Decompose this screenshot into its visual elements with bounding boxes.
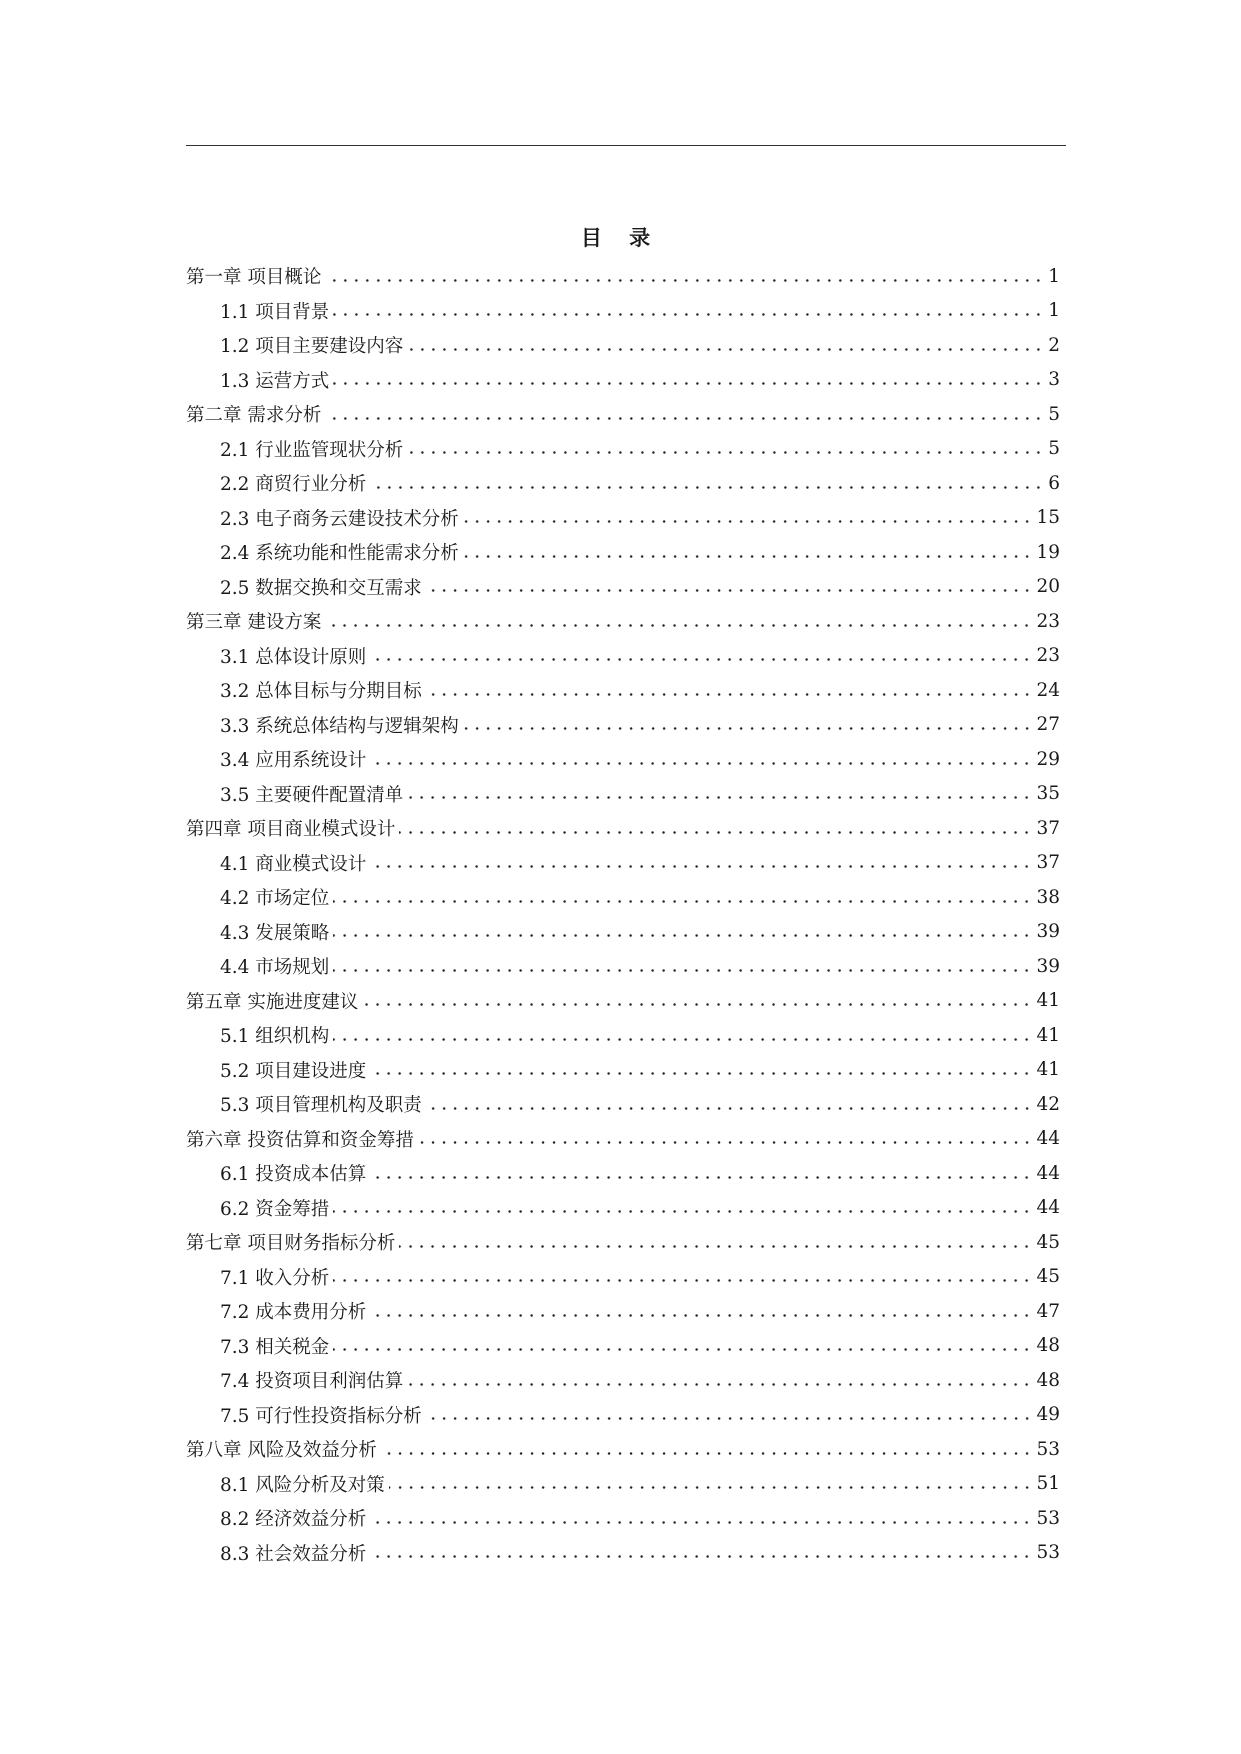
dot-leader xyxy=(418,1141,1033,1144)
toc-entry-label: 7.3 相关税金 xyxy=(220,1336,330,1358)
toc-page-number: 53 xyxy=(1036,1542,1060,1564)
toc-entry-label: 第五章 实施进度建议 xyxy=(186,991,359,1013)
toc-entry-label: 1.1 项目背景 xyxy=(220,301,330,323)
toc-page-number: 37 xyxy=(1036,852,1060,874)
toc-entry-label: 3.2 总体目标与分期目标 xyxy=(220,681,422,703)
toc-page-number: 24 xyxy=(1036,679,1060,701)
dot-leader xyxy=(370,1314,1032,1317)
dot-leader xyxy=(333,1279,1032,1282)
toc-entry-label: 6.2 资金筹措 xyxy=(220,1198,330,1220)
dot-leader xyxy=(333,313,1044,316)
toc-section-entry[interactable] xyxy=(186,328,1060,363)
dot-leader xyxy=(407,796,1032,799)
toc-chapter-entry[interactable] xyxy=(186,811,1060,846)
toc-section-entry[interactable] xyxy=(186,1329,1060,1364)
toc-entry-label: 7.1 收入分析 xyxy=(220,1267,330,1289)
toc-entry-label: 第二章 需求分析 xyxy=(186,405,322,427)
toc-page-number: 5 xyxy=(1048,438,1060,460)
toc-entry-label: 8.3 社会效益分析 xyxy=(220,1543,367,1565)
page-title: 目 录 xyxy=(580,226,661,250)
toc-page-number: 37 xyxy=(1036,817,1060,839)
toc-page-number: 19 xyxy=(1036,541,1060,563)
toc-entry-label: 5.1 组织机构 xyxy=(220,1026,330,1048)
toc-entry-label: 2.5 数据交换和交互需求 xyxy=(220,577,422,599)
toc-entry-label: 2.2 商贸行业分析 xyxy=(220,474,367,496)
toc-entry-label: 3.3 系统总体结构与逻辑架构 xyxy=(220,715,459,737)
toc-page-number: 35 xyxy=(1036,783,1060,805)
toc-entry-label: 第一章 项目概论 xyxy=(186,267,322,289)
dot-leader xyxy=(426,589,1033,592)
dot-leader xyxy=(370,865,1032,868)
dot-leader xyxy=(407,348,1044,351)
toc-page-number: 48 xyxy=(1036,1369,1060,1391)
toc-page-number: 39 xyxy=(1036,955,1060,977)
toc-page-number: 27 xyxy=(1036,714,1060,736)
toc-entry-label: 2.3 电子商务云建设技术分析 xyxy=(220,508,459,530)
dot-leader xyxy=(381,1452,1033,1455)
toc-page-number: 38 xyxy=(1036,886,1060,908)
dot-leader xyxy=(370,486,1044,489)
toc-page-number: 45 xyxy=(1036,1266,1060,1288)
toc-entry-label: 第三章 建设方案 xyxy=(186,612,322,634)
toc-page-number: 29 xyxy=(1036,748,1060,770)
toc-section-entry[interactable] xyxy=(186,1087,1060,1122)
toc-entry-label: 8.2 经济效益分析 xyxy=(220,1509,367,1531)
dot-leader xyxy=(333,969,1032,972)
dot-leader xyxy=(362,1003,1032,1006)
toc-entry-label: 1.2 项目主要建设内容 xyxy=(220,336,404,358)
toc-page-number: 42 xyxy=(1036,1093,1060,1115)
toc-page-number: 20 xyxy=(1036,576,1060,598)
dot-leader xyxy=(426,1107,1033,1110)
toc-entry-label: 5.3 项目管理机构及职责 xyxy=(220,1095,422,1117)
toc-entry-label: 4.2 市场定位 xyxy=(220,888,330,910)
toc-entry-label: 5.2 项目建设进度 xyxy=(220,1060,367,1082)
toc-section-entry[interactable] xyxy=(186,1018,1060,1053)
dot-leader xyxy=(325,279,1044,282)
toc-chapter-entry[interactable] xyxy=(186,259,1060,294)
toc-section-entry[interactable] xyxy=(186,1156,1060,1191)
toc-page-number: 15 xyxy=(1036,507,1060,529)
dot-leader xyxy=(333,1210,1032,1213)
toc-section-entry[interactable] xyxy=(186,639,1060,674)
toc-entry-label: 3.4 应用系统设计 xyxy=(220,750,367,772)
toc-chapter-entry[interactable] xyxy=(186,604,1060,639)
toc-section-entry[interactable] xyxy=(186,1053,1060,1088)
toc-section-entry[interactable] xyxy=(186,708,1060,743)
dot-leader xyxy=(325,624,1032,627)
toc-page-number: 1 xyxy=(1048,265,1060,287)
table-of-contents xyxy=(186,259,1060,1570)
toc-entry-label: 第四章 项目商业模式设计 xyxy=(186,819,396,841)
toc-section-entry[interactable] xyxy=(186,570,1060,605)
toc-section-entry[interactable] xyxy=(186,1536,1060,1571)
dot-leader xyxy=(407,1383,1032,1386)
dot-leader xyxy=(333,934,1032,937)
dot-leader xyxy=(370,1555,1032,1558)
toc-page-number: 41 xyxy=(1036,1059,1060,1081)
dot-leader xyxy=(407,451,1044,454)
toc-page-number: 23 xyxy=(1036,645,1060,667)
dot-leader xyxy=(463,555,1033,558)
dot-leader xyxy=(370,1176,1032,1179)
toc-page-number: 53 xyxy=(1036,1438,1060,1460)
toc-section-entry[interactable] xyxy=(186,1363,1060,1398)
toc-section-entry[interactable] xyxy=(186,846,1060,881)
dot-leader xyxy=(370,658,1032,661)
toc-chapter-entry[interactable] xyxy=(186,1432,1060,1467)
toc-section-entry[interactable] xyxy=(186,949,1060,984)
dot-leader xyxy=(389,1486,1033,1489)
toc-entry-label: 6.1 投资成本估算 xyxy=(220,1164,367,1186)
toc-page-number: 3 xyxy=(1048,369,1060,391)
toc-page-number: 48 xyxy=(1036,1335,1060,1357)
toc-section-entry[interactable] xyxy=(186,777,1060,812)
toc-page-number: 41 xyxy=(1036,990,1060,1012)
dot-leader xyxy=(426,693,1033,696)
toc-entry-label: 7.2 成本费用分析 xyxy=(220,1302,367,1324)
dot-leader xyxy=(333,900,1032,903)
toc-entry-label: 第六章 投资估算和资金筹措 xyxy=(186,1129,414,1151)
toc-entry-label: 3.5 主要硬件配置清单 xyxy=(220,784,404,806)
toc-entry-label: 4.4 市场规划 xyxy=(220,957,330,979)
toc-section-entry[interactable] xyxy=(186,1398,1060,1433)
toc-page-number: 1 xyxy=(1048,300,1060,322)
toc-section-entry[interactable] xyxy=(186,294,1060,329)
toc-entry-label: 第七章 项目财务指标分析 xyxy=(186,1233,396,1255)
toc-entry-label: 第八章 风险及效益分析 xyxy=(186,1440,377,1462)
toc-page-number: 39 xyxy=(1036,921,1060,943)
dot-leader xyxy=(333,1038,1032,1041)
dot-leader xyxy=(399,1245,1032,1248)
toc-page-number: 44 xyxy=(1036,1128,1060,1150)
dot-leader xyxy=(399,831,1032,834)
toc-page-number: 49 xyxy=(1036,1404,1060,1426)
toc-entry-label: 4.3 发展策略 xyxy=(220,922,330,944)
toc-entry-label: 2.1 行业监管现状分析 xyxy=(220,439,404,461)
toc-entry-label: 2.4 系统功能和性能需求分析 xyxy=(220,543,459,565)
toc-section-entry[interactable] xyxy=(186,673,1060,708)
toc-section-entry[interactable] xyxy=(186,1260,1060,1295)
toc-section-entry[interactable] xyxy=(186,466,1060,501)
toc-page-number: 45 xyxy=(1036,1231,1060,1253)
dot-leader xyxy=(370,1521,1032,1524)
toc-page-number: 44 xyxy=(1036,1197,1060,1219)
toc-section-entry[interactable] xyxy=(186,535,1060,570)
header-rule xyxy=(186,145,1066,146)
toc-section-entry[interactable] xyxy=(186,363,1060,398)
toc-page-number: 5 xyxy=(1048,403,1060,425)
toc-page-number: 2 xyxy=(1048,334,1060,356)
toc-chapter-entry[interactable] xyxy=(186,1122,1060,1157)
toc-page-number: 23 xyxy=(1036,610,1060,632)
toc-section-entry[interactable] xyxy=(186,742,1060,777)
toc-page-number: 51 xyxy=(1036,1473,1060,1495)
toc-page-number: 53 xyxy=(1036,1507,1060,1529)
dot-leader xyxy=(370,1072,1032,1075)
dot-leader xyxy=(463,520,1033,523)
toc-chapter-entry[interactable] xyxy=(186,984,1060,1019)
toc-page-number: 41 xyxy=(1036,1024,1060,1046)
dot-leader xyxy=(426,1417,1033,1420)
toc-page-number: 47 xyxy=(1036,1300,1060,1322)
toc-section-entry[interactable] xyxy=(186,501,1060,536)
toc-chapter-entry[interactable] xyxy=(186,1225,1060,1260)
toc-section-entry[interactable] xyxy=(186,915,1060,950)
toc-entry-label: 7.5 可行性投资指标分析 xyxy=(220,1405,422,1427)
toc-section-entry[interactable] xyxy=(186,432,1060,467)
toc-chapter-entry[interactable] xyxy=(186,397,1060,432)
toc-section-entry[interactable] xyxy=(186,880,1060,915)
toc-entry-label: 1.3 运营方式 xyxy=(220,370,330,392)
dot-leader xyxy=(333,1348,1032,1351)
dot-leader xyxy=(325,417,1044,420)
toc-page-number: 6 xyxy=(1048,472,1060,494)
toc-entry-label: 4.1 商业模式设计 xyxy=(220,853,367,875)
dot-leader xyxy=(463,727,1033,730)
dot-leader xyxy=(333,382,1044,385)
toc-section-entry[interactable] xyxy=(186,1501,1060,1536)
toc-section-entry[interactable] xyxy=(186,1191,1060,1226)
dot-leader xyxy=(370,762,1032,765)
toc-section-entry[interactable] xyxy=(186,1294,1060,1329)
toc-page-number: 44 xyxy=(1036,1162,1060,1184)
toc-entry-label: 3.1 总体设计原则 xyxy=(220,646,367,668)
toc-entry-label: 8.1 风险分析及对策 xyxy=(220,1474,385,1496)
toc-entry-label: 7.4 投资项目利润估算 xyxy=(220,1371,404,1393)
toc-section-entry[interactable] xyxy=(186,1467,1060,1502)
